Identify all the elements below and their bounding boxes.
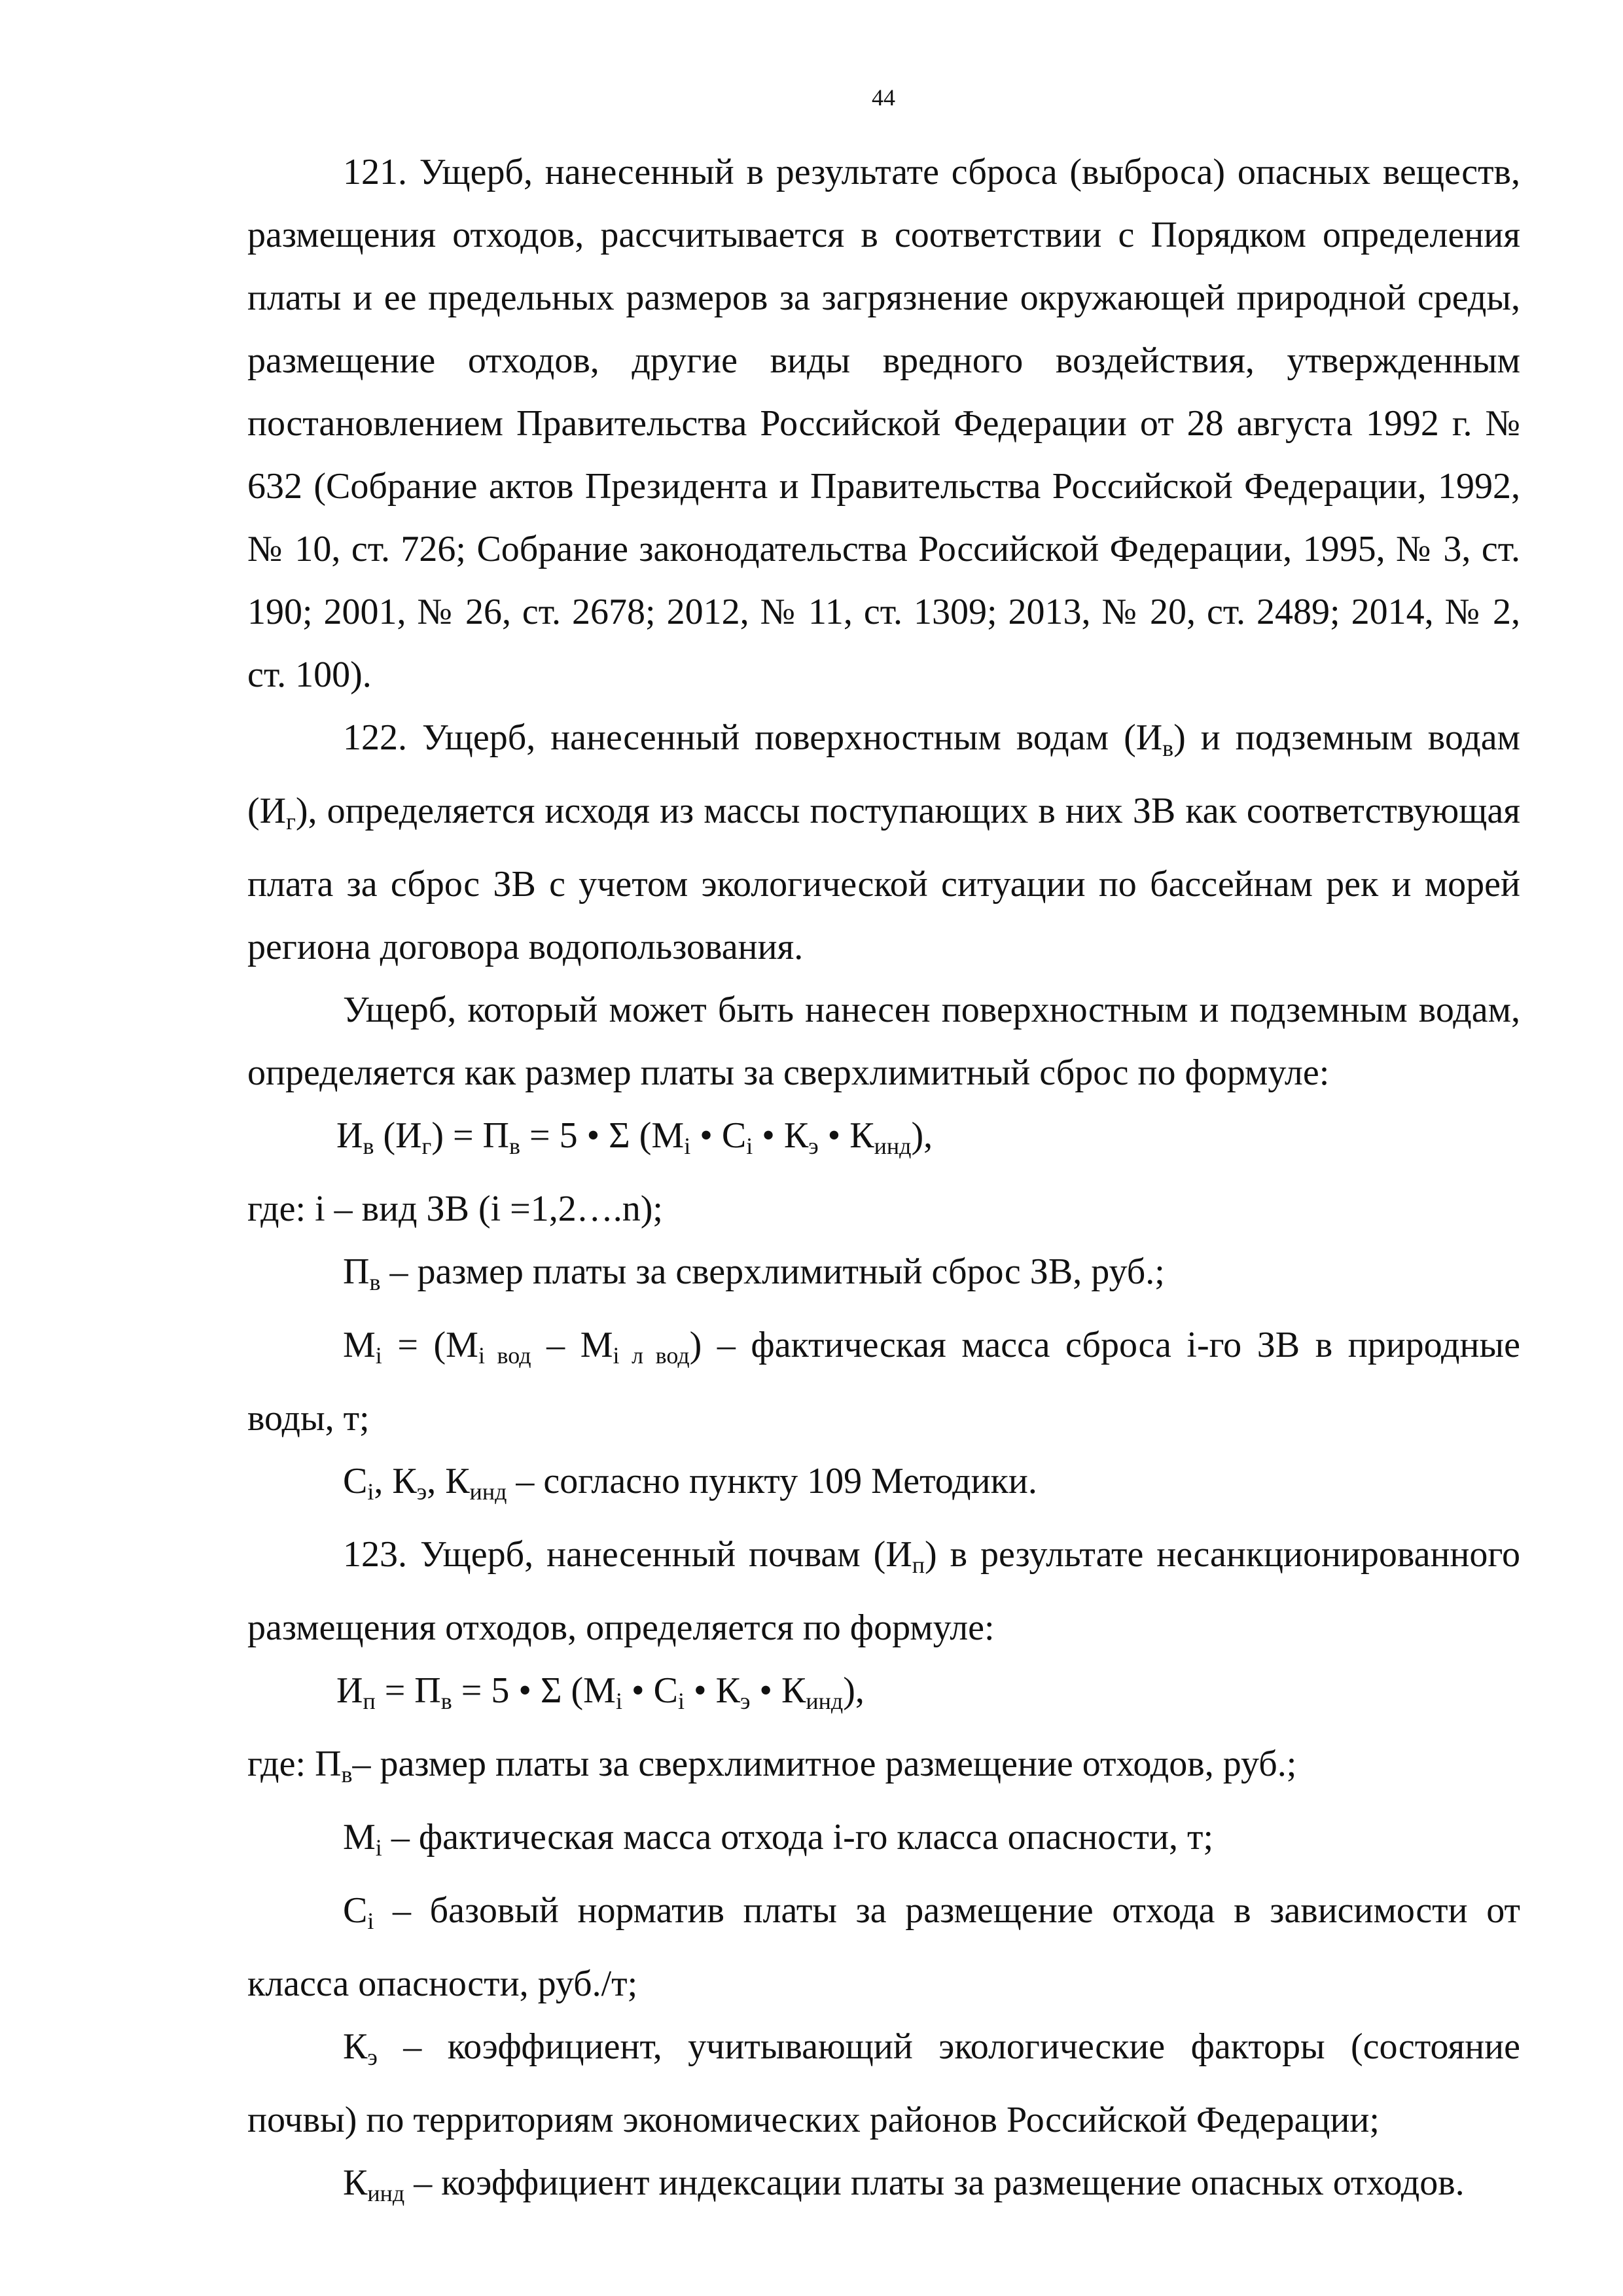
formula-term: ), [843, 1670, 865, 1711]
where-pv [247, 1240, 1520, 1314]
definition-text: = (М [382, 1325, 478, 1365]
subscript: i [375, 1342, 382, 1369]
subscript: i [615, 1688, 622, 1714]
page-number: 44 [872, 84, 895, 111]
definition-text: ) – фактическая масса сброса i-го ЗВ в природные воды, т; [247, 1325, 1520, 1439]
formula-term: И [336, 1670, 363, 1711]
where-c-k [247, 1450, 1520, 1523]
where2-m [247, 1806, 1520, 1879]
formula-term: • К [753, 1115, 809, 1156]
symbol: , К [427, 1461, 470, 1501]
subscript: i [684, 1133, 691, 1159]
subscript: в [363, 1133, 374, 1159]
definition-text: – коэффициент, учитывающий экологические факторы (состояние почвы) по территориям экономических районов Российской Федерации; [247, 2026, 1520, 2140]
paragraph-122-formula-intro: Ущерб, который может быть нанесен поверхностным и подземным водам, определяется как размер платы за сверхлимитный сброс по формуле: [247, 990, 1520, 1093]
subscript: п [363, 1688, 376, 1714]
definition-text: – размер платы за сверхлимитный сброс ЗВ, руб.; [380, 1251, 1165, 1292]
symbol: , К [374, 1461, 417, 1501]
formula-soil-damage [247, 1659, 1520, 1732]
symbol: где: П [247, 1744, 342, 1784]
subscript: г [421, 1133, 432, 1159]
subscript: э [740, 1688, 751, 1714]
where-m [247, 1314, 1520, 1450]
definition-text: – коэффициент индексации платы за размещение опасных отходов. [404, 2162, 1465, 2203]
subscript: в [369, 1269, 381, 1295]
paragraph-121: 121. Ущерб, нанесенный в результате сброса (выброса) опасных веществ, размещения отходов, рассчитывается в соответствии с Порядком определения платы и ее предельных размеров за загрязнение окружающей природной среды, размещение отходов, другие виды вредного воздействия, утвержденным постановлением Правительства Российской Федерации от 28 августа 1992 г. № 632 (Собрание актов Президента и Правительства Российской Федерации, 1992, № 10, ст. 726; Собрание законодательства Российской Федерации, 1995, № 3, ст. 190; 2001, № 26, ст. 2678; 2012, № 11, ст. 1309; 2013, № 20, ст. 2489; 2014, № 2, ст. 100). [247, 152, 1520, 695]
subscript: инд [367, 2180, 405, 2206]
formula-term: • К [684, 1670, 740, 1711]
where2-kind [247, 2151, 1520, 2225]
subscript: i [677, 1688, 685, 1714]
subscript: э [367, 2044, 378, 2070]
subscript: i [375, 1835, 382, 1861]
paragraph-122-text-a: 122. Ущерб, нанесенный поверхностным водам (И [343, 717, 1163, 758]
definition-text: – согласно пункту 109 Методики. [507, 1461, 1037, 1501]
subscript: э [808, 1133, 819, 1159]
subscript: в [440, 1688, 452, 1714]
formula-term: = 5 • Σ (М [520, 1115, 685, 1156]
subscript: i л вод [613, 1342, 690, 1369]
formula-term: И [336, 1115, 363, 1156]
page-body [247, 141, 1520, 2225]
formula-term: (И [374, 1115, 422, 1156]
where2-pv [247, 1732, 1520, 1806]
symbol: С [343, 1890, 368, 1931]
paragraph-123-text-b: ) в результате несанкционированного размещения отходов, определяется по формуле: [247, 1534, 1520, 1648]
formula-term: ) = П [431, 1115, 509, 1156]
subscript: г [286, 808, 296, 834]
subscript: i [367, 1479, 374, 1505]
paragraph-122 [247, 706, 1520, 978]
formula-term: • К [818, 1115, 874, 1156]
symbol: М [343, 1325, 376, 1365]
subscript: инд [806, 1688, 844, 1714]
paragraph-122-text-b: ) и подземным водам (И [247, 717, 1520, 831]
subscript: э [416, 1479, 427, 1505]
definition-text: – размер платы за сверхлимитное размещение отходов, руб.; [352, 1744, 1297, 1784]
paragraph-123 [247, 1523, 1520, 1659]
formula-term: = 5 • Σ (М [452, 1670, 616, 1711]
paragraph-123-text-a: 123. Ущерб, нанесенный почвам (И [343, 1534, 912, 1575]
symbol: П [343, 1251, 370, 1292]
formula-term: = П [375, 1670, 441, 1711]
where-line-i: где: i – вид ЗВ (i =1,2….n); [247, 1189, 663, 1229]
subscript: инд [469, 1479, 507, 1505]
formula-term: • К [750, 1670, 806, 1711]
formula-water-damage [247, 1104, 1520, 1177]
formula-term: ), [911, 1115, 933, 1156]
where2-k [247, 2015, 1520, 2151]
paragraph-122-text-c: ), определяется исходя из массы поступающих в них ЗВ как соответствующая плата за сброс ЗВ с учетом экологической ситуации по бассейнам рек и морей региона договора водопользования. [247, 791, 1520, 967]
subscript: п [912, 1552, 925, 1578]
subscript: i [367, 1908, 374, 1934]
symbol: К [343, 2026, 368, 2067]
definition-text: – фактическая масса отхода i-го класса опасности, т; [382, 1817, 1214, 1857]
symbol: К [343, 2162, 368, 2203]
subscript: в [1162, 735, 1174, 761]
subscript: в [341, 1761, 353, 1787]
subscript: в [508, 1133, 520, 1159]
symbol: М [343, 1817, 376, 1857]
where2-c [247, 1879, 1520, 2015]
definition-text: – М [531, 1325, 613, 1365]
formula-term: • С [690, 1115, 747, 1156]
symbol: С [343, 1461, 368, 1501]
subscript: инд [874, 1133, 912, 1159]
formula-term: • С [622, 1670, 678, 1711]
subscript: i вод [478, 1342, 531, 1369]
subscript: i [746, 1133, 753, 1159]
definition-text: – базовый норматив платы за размещение отхода в зависимости от класса опасности, руб./т; [247, 1890, 1520, 2004]
